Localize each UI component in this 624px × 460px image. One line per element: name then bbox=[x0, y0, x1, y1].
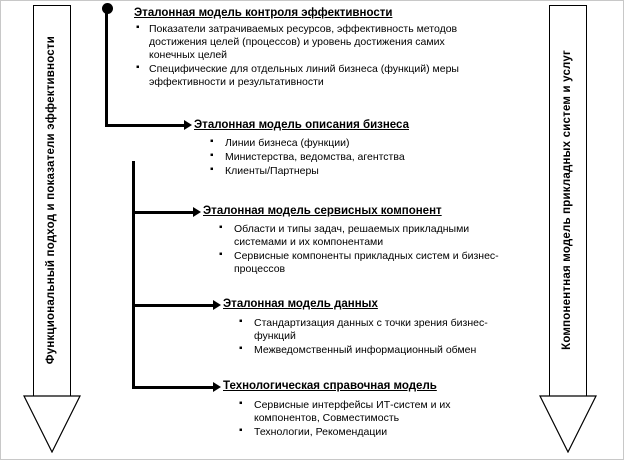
list-item: ▪ Клиенты/Партнеры bbox=[208, 165, 494, 178]
connector-trunk-upper bbox=[105, 11, 108, 126]
block-service-bullets bbox=[217, 223, 503, 277]
block-business-title: Эталонная модель описания бизнеса bbox=[194, 119, 409, 131]
connector-arrowhead-data bbox=[213, 300, 221, 310]
list-item: ▪ Стандартизация данных с точки зрения бизнес-функций bbox=[237, 317, 513, 343]
block-technical-reference-model bbox=[223, 380, 513, 440]
list-item: ▪ Области и типы задач, решаемых прикладными системами и их компонентами bbox=[217, 223, 503, 249]
left-arrow-label-wrap bbox=[33, 5, 71, 395]
block-business-reference-model bbox=[194, 119, 494, 179]
list-item: ▪ Специфические для отдельных линий бизнеса (функций) меры эффективности и результативности bbox=[134, 63, 479, 89]
list-item: ▪ Технологии, Рекомендации bbox=[237, 426, 513, 439]
block-data-title: Эталонная модель данных bbox=[223, 298, 378, 310]
block-technology-bullets bbox=[237, 399, 513, 439]
block-business-bullets bbox=[208, 137, 494, 178]
connector-trunk-bottom bbox=[132, 307, 135, 389]
connector-arrowhead-service bbox=[193, 207, 201, 217]
left-vertical-arrow bbox=[23, 5, 81, 453]
list-item: ▪ Линии бизнеса (функции) bbox=[208, 137, 494, 150]
block-service-title: Эталонная модель сервисных компонент bbox=[203, 205, 442, 217]
list-item: ▪ Показатели затрачиваемых ресурсов, эффективность методов достижения целей (процессов) и уровень достижения самих конечных целей bbox=[134, 23, 479, 62]
connector-branch-service bbox=[132, 211, 194, 214]
block-technology-title: Технологическая справочная модель bbox=[223, 380, 437, 392]
list-item: ▪ Межведомственный информационный обмен bbox=[237, 344, 513, 357]
connector-arrowhead-business bbox=[184, 120, 192, 130]
connector-trunk-mid bbox=[132, 161, 135, 213]
block-performance-reference-model bbox=[134, 7, 479, 90]
connector-branch-technology bbox=[132, 386, 214, 389]
right-arrow-head-icon bbox=[539, 395, 597, 453]
right-arrow-label: Компонентная модель прикладных систем и услуг bbox=[561, 50, 574, 350]
right-arrow-label-wrap bbox=[549, 5, 587, 395]
left-arrow-head-icon bbox=[23, 395, 81, 453]
connector-arrowhead-technology bbox=[213, 382, 221, 392]
connector-branch-business bbox=[105, 124, 185, 127]
list-item: ▪ Сервисные интерфейсы ИТ-систем и их компонентов, Совместимость bbox=[237, 399, 513, 425]
block-data-reference-model bbox=[223, 298, 513, 358]
connector-branch-data bbox=[132, 304, 214, 307]
left-arrow-label: Функциональный подход и показатели эффективности bbox=[45, 35, 58, 365]
block-service-component-reference-model bbox=[203, 205, 503, 277]
right-vertical-arrow bbox=[539, 5, 597, 453]
list-item: ▪ Министерства, ведомства, агентства bbox=[208, 151, 494, 164]
block-performance-bullets bbox=[134, 23, 479, 90]
list-item: ▪ Сервисные компоненты прикладных систем и бизнес-процессов bbox=[217, 250, 503, 276]
connector-trunk-lower bbox=[132, 214, 135, 307]
block-data-bullets bbox=[237, 317, 513, 357]
block-performance-title: Эталонная модель контроля эффективности bbox=[134, 7, 393, 19]
